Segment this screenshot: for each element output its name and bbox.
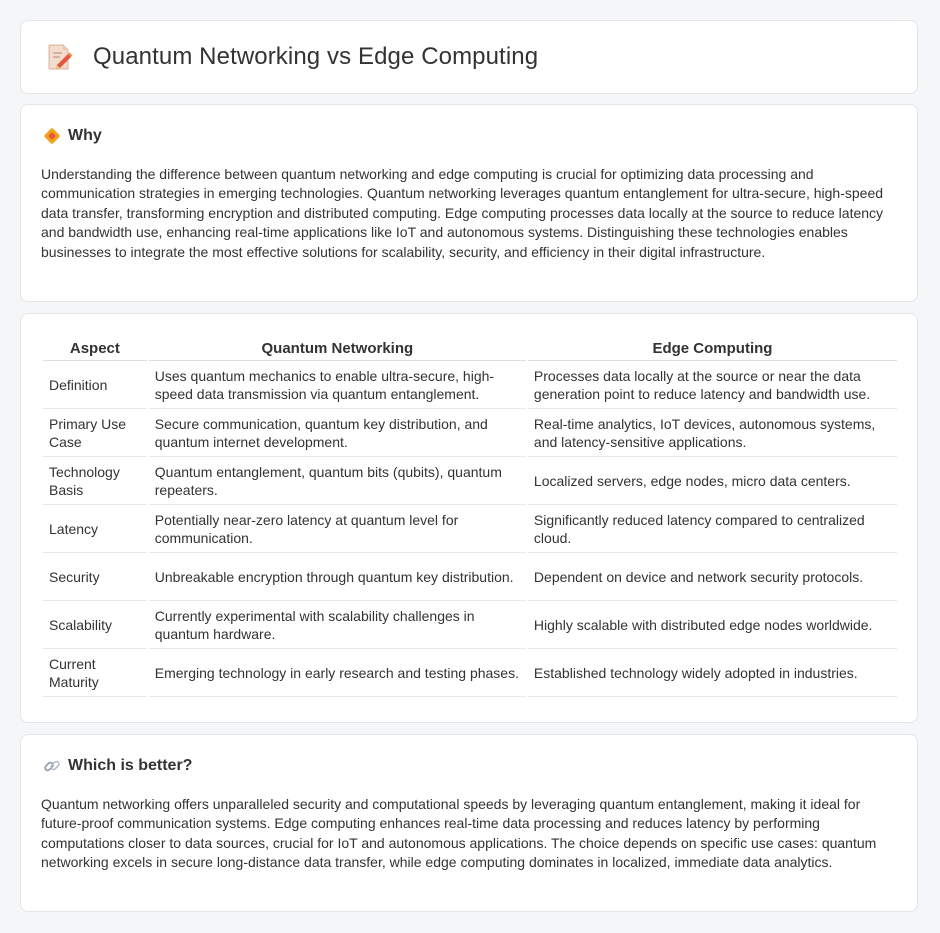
row-aspect: Scalability [43,601,147,649]
table-header-row [43,334,897,361]
row-aspect: Latency [43,505,147,553]
row-edge-computing: Significantly reduced latency compared to centralized cloud. [528,505,897,553]
comparison-section [20,313,918,723]
row-aspect: Definition [43,361,147,409]
why-heading-row [43,127,102,145]
row-aspect: Current Maturity [43,649,147,697]
better-heading-row [43,757,192,775]
row-edge-computing: Highly scalable with distributed edge nodes worldwide. [528,601,897,649]
row-aspect: Technology Basis [43,457,147,505]
table-row [43,505,897,553]
row-aspect: Primary Use Case [43,409,147,457]
diamond-sign-icon [43,127,61,145]
header-edge-computing: Edge Computing [528,334,897,361]
row-quantum-networking: Quantum entanglement, quantum bits (qubits), quantum repeaters. [149,457,526,505]
row-quantum-networking: Uses quantum mechanics to enable ultra-secure, high-speed data transmission via quantum entanglement. [149,361,526,409]
page-title: Quantum Networking vs Edge Computing [93,43,539,70]
why-body: Understanding the difference between quantum networking and edge computing is crucial for optimizing data processing and communication strategies in emerging technologies. Quantum networking leverages quantum entanglement for ultra-secure, high-speed data transfer, transforming encryption and distributed computing. Edge computing processes data locally at the source to reduce latency and bandwidth use, enhancing real-time applications like IoT and autonomous systems. Distinguishing these technologies enables businesses to integrate the most effective solutions for scalability, security, and efficiency in their digital infrastructure. [41,166,884,260]
document-pencil-icon [47,43,73,71]
row-aspect: Security [43,553,147,601]
link-icon [43,757,61,775]
which-is-better-section [20,734,918,912]
comparison-table [41,334,899,697]
table-row [43,361,897,409]
table-row [43,409,897,457]
better-body: Quantum networking offers unparalleled security and computational speeds by leveraging quantum entanglement, making it ideal for future-proof communication systems. Edge computing enhances real-time data processing and reduces latency by performing computations closer to data sources, crucial for IoT and autonomous applications. The choice depends on specific use cases: quantum networking excels in secure long-distance data transfer, while edge computing dominates in localized, immediate data analytics. [41,796,877,871]
header-quantum-networking: Quantum Networking [149,334,526,361]
row-quantum-networking: Secure communication, quantum key distribution, and quantum internet development. [149,409,526,457]
table-row [43,601,897,649]
title-row [47,43,538,71]
row-edge-computing: Processes data locally at the source or near the data generation point to reduce latency and bandwidth use. [528,361,897,409]
row-quantum-networking: Currently experimental with scalability challenges in quantum hardware. [149,601,526,649]
row-quantum-networking: Potentially near-zero latency at quantum level for communication. [149,505,526,553]
table-row [43,553,897,601]
why-section [20,104,918,302]
why-heading: Why [68,127,102,144]
header-aspect: Aspect [43,334,147,361]
row-quantum-networking: Unbreakable encryption through quantum key distribution. [149,553,526,601]
row-quantum-networking: Emerging technology in early research and testing phases. [149,649,526,697]
row-edge-computing: Localized servers, edge nodes, micro data centers. [528,457,897,505]
better-heading: Which is better? [68,757,193,774]
table-row [43,649,897,697]
row-edge-computing: Real-time analytics, IoT devices, autonomous systems, and latency-sensitive applications. [528,409,897,457]
row-edge-computing: Dependent on device and network security protocols. [528,553,897,601]
title-card [20,20,918,94]
table-row [43,457,897,505]
row-edge-computing: Established technology widely adopted in industries. [528,649,897,697]
